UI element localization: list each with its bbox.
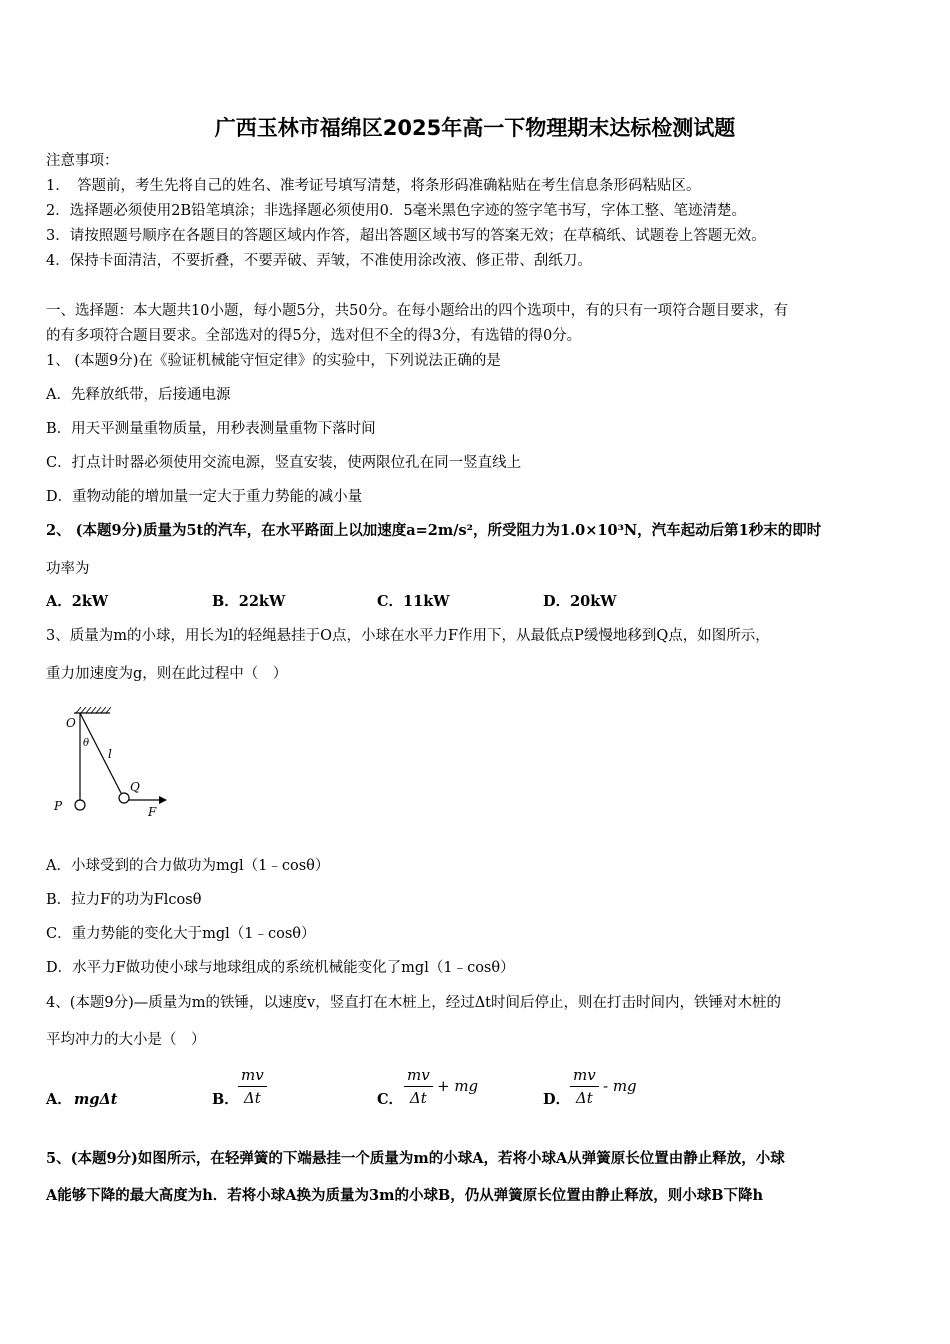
- question-3-option-b: B．拉力F的功为Flcosθ: [46, 892, 202, 908]
- question-3-option-c: C．重力势能的变化大于mgl（1﹣cosθ）: [46, 926, 316, 942]
- fraction-denominator: Δt: [575, 1089, 593, 1107]
- question-4-option-a-label: A．: [46, 1091, 72, 1108]
- question-3-stem-cont: 重力加速度为g，则在此过程中（ ）: [46, 666, 288, 682]
- question-1-option-c: C．打点计时器必须使用交流电源，竖直安装，使两限位孔在同一竖直线上: [46, 455, 522, 471]
- question-2-option-c: C．11kW: [377, 593, 450, 610]
- question-4-stem-cont: 平均冲力的大小是（ ）: [46, 1032, 206, 1048]
- question-4-option-d-extra: - mg: [603, 1077, 637, 1095]
- question-4-option-b-label: B．: [212, 1091, 239, 1108]
- fraction-denominator: Δt: [243, 1089, 261, 1107]
- label-f: F: [148, 805, 157, 819]
- page-title: 广西玉林市福绵区2025年高一下物理期末达标检测试题: [214, 116, 736, 140]
- question-5-stem: 5、(本题9分)如图所示，在轻弹簧的下端悬挂一个质量为m的小球A，若将小球A从弹簧原长位置由静止释放，小球: [46, 1150, 785, 1167]
- fraction-numerator: mv: [238, 1066, 267, 1087]
- question-1-option-d: D．重物动能的增加量一定大于重力势能的减小量: [46, 489, 363, 505]
- notice-item: 1． 答题前，考生先将自己的姓名、准考证号填写清楚，将条形码准确粘贴在考生信息条形码粘贴区。: [46, 178, 701, 194]
- question-2-option-a: A．2kW: [46, 593, 109, 610]
- question-1-option-a: A．先释放纸带，后接通电源: [46, 387, 231, 403]
- label-p: P: [54, 799, 63, 813]
- label-l: l: [108, 747, 112, 761]
- question-4-option-b-fraction: [238, 1066, 267, 1107]
- ceiling-hatch: [76, 707, 111, 713]
- question-4-stem: 4、(本题9分)—质量为m的铁锤，以速度v，竖直打在木桩上，经过Δt时间后停止，则在打击时间内，铁锤对木桩的: [46, 995, 781, 1011]
- question-4-option-c-fraction: [404, 1066, 433, 1107]
- label-q: Q: [130, 780, 140, 794]
- question-4-option-c-extra: + mg: [437, 1077, 479, 1095]
- question-2-stem-cont: 功率为: [46, 561, 90, 577]
- notice-item: 4．保持卡面清洁，不要折叠，不要弄破、弄皱，不准使用涂改液、修正带、刮纸刀。: [46, 253, 592, 269]
- question-2-option-d: D．20kW: [543, 593, 617, 610]
- force-arrow-head: [159, 796, 167, 804]
- pendulum-diagram: [46, 700, 176, 825]
- section-line: 一、选择题：本大题共10小题，每小题5分，共50分。在每小题给出的四个选项中，有的只有一项符合题目要求，有: [46, 303, 789, 319]
- section-line: 的有多项符合题目要求。全部选对的得5分，选对但不全的得3分，有选错的得0分。: [46, 328, 582, 344]
- notice-heading: 注意事项：: [46, 153, 119, 169]
- question-1-option-b: B．用天平测量重物质量，用秒表测量重物下落时间: [46, 421, 376, 437]
- question-3-option-a: A．小球受到的合力做功为mgl（1﹣cosθ）: [46, 858, 330, 874]
- fraction-numerator: mv: [404, 1066, 433, 1087]
- question-3-stem: 3、质量为m的小球，用长为l的轻绳悬挂于O点，小球在水平力F作用下，从最低点P缓慢地移到Q点，如图所示，: [46, 628, 770, 644]
- notice-item: 3．请按照题号顺序在各题目的答题区域内作答，超出答题区域书写的答案无效；在草稿纸、试题卷上答题无效。: [46, 228, 766, 244]
- question-4-option-d-label: D．: [543, 1091, 571, 1108]
- label-o: O: [66, 716, 76, 730]
- question-4-option-d-fraction: [570, 1066, 599, 1107]
- rope-angled: [80, 713, 121, 793]
- question-1-stem: 1、 (本题9分)在《验证机械能守恒定律》的实验中，下列说法正确的是: [46, 353, 501, 369]
- question-2-option-b: B．22kW: [212, 593, 286, 610]
- fraction-numerator: mv: [570, 1066, 599, 1087]
- question-4-option-a-expr: mgΔt: [74, 1091, 118, 1108]
- question-2-stem: 2、 (本题9分)质量为5t的汽车，在水平路面上以加速度a=2m/s²，所受阻力为1.0×10³N，汽车起动后第1秒末的即时: [46, 522, 822, 539]
- fraction-denominator: Δt: [409, 1089, 427, 1107]
- label-theta: θ: [83, 738, 90, 749]
- question-4-option-c-label: C．: [377, 1091, 404, 1108]
- ball-p: [75, 800, 85, 810]
- notice-item: 2．选择题必须使用2B铅笔填涂；非选择题必须使用0．5毫米黑色字迹的签字笔书写，字体工整、笔迹清楚。: [46, 203, 747, 219]
- question-5-stem-cont: A能够下降的最大高度为h．若将小球A换为质量为3m的小球B，仍从弹簧原长位置由静止释放，则小球B下降h: [46, 1187, 764, 1204]
- question-3-option-d: D．水平力F做功使小球与地球组成的系统机械能变化了mgl（1﹣cosθ）: [46, 960, 515, 976]
- ball-q: [119, 793, 129, 803]
